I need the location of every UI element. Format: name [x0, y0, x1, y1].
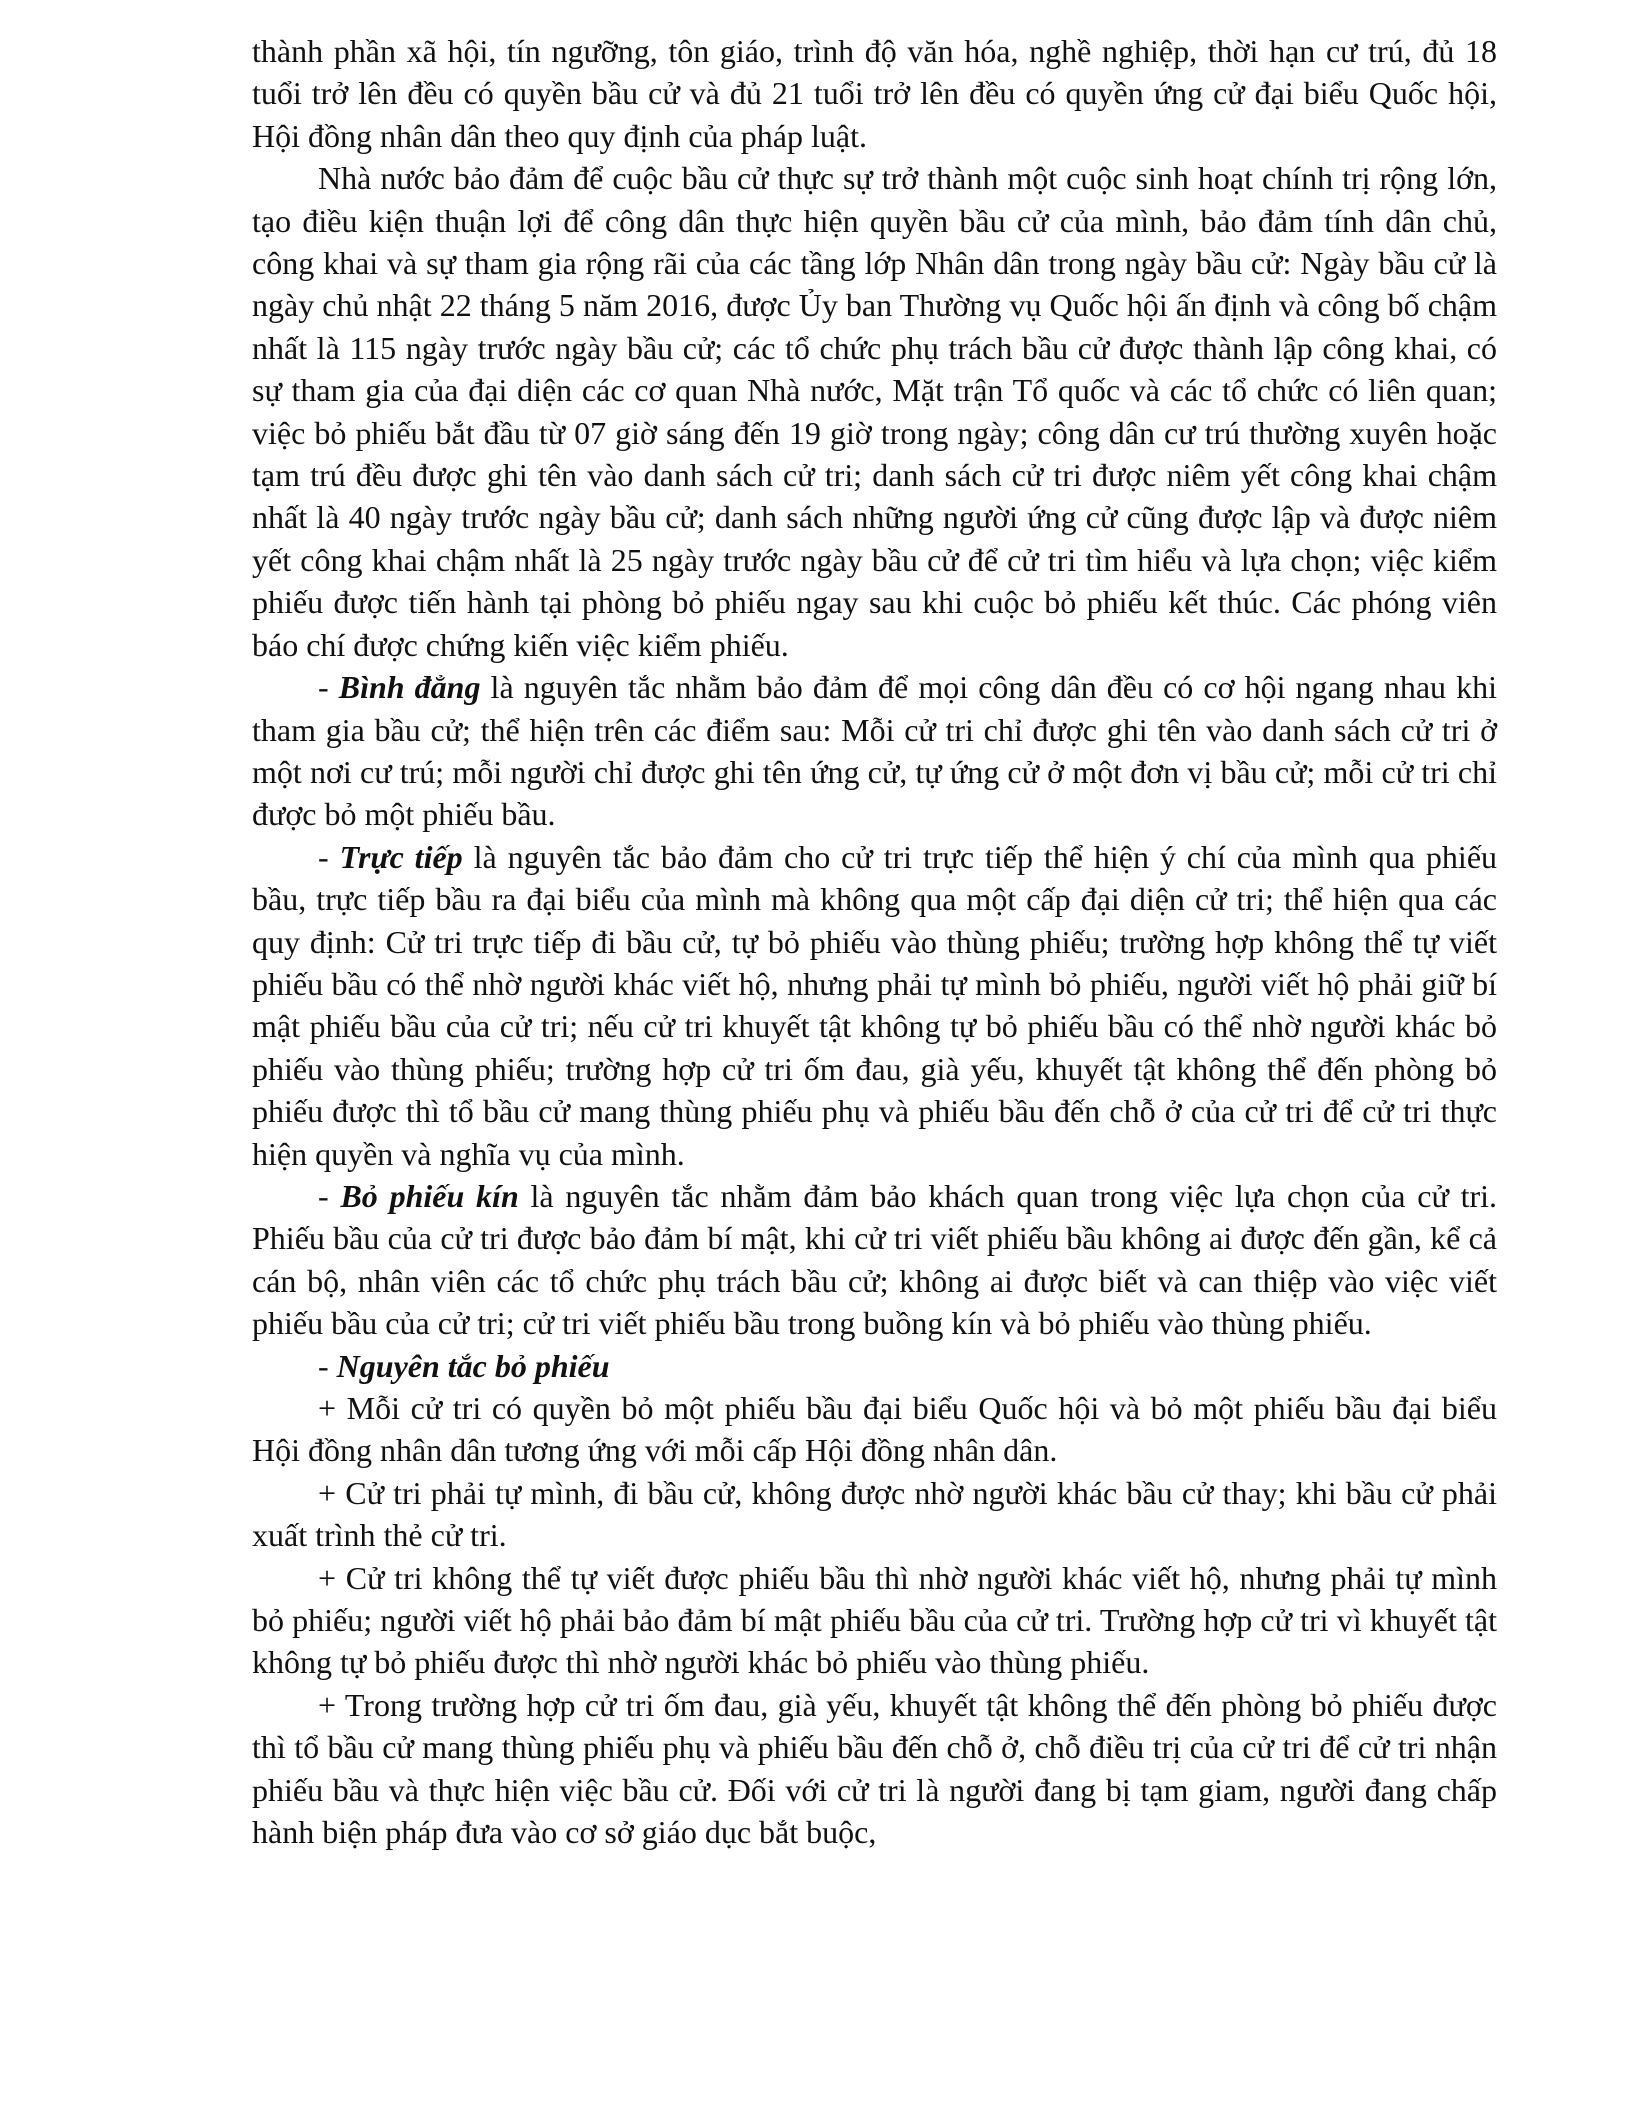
heading-voting-principles — [252, 1345, 1497, 1387]
paragraph-equality — [252, 666, 1497, 836]
document-page — [252, 30, 1497, 1853]
term-nguyen-tac-bo-phieu: Nguyên tắc bỏ phiếu — [336, 1347, 610, 1384]
dash-lead: - — [318, 838, 340, 875]
list-item-one-ballot — [252, 1387, 1497, 1472]
term-binh-dang: Bình đẳng — [338, 669, 481, 706]
dash-lead: - — [318, 1347, 337, 1384]
paragraph-eligibility — [252, 30, 1497, 157]
term-truc-tiep: Trực tiếp — [339, 838, 463, 875]
paragraph-text: + Mỗi cử tri có quyền bỏ một phiếu bầu đại biểu Quốc hội và bỏ một phiếu bầu đại biểu Hội đồng nhân dân tương ứng với mỗi cấp Hội đồng nhân dân. — [252, 1390, 1497, 1469]
paragraph-direct — [252, 836, 1497, 1175]
dash-lead: - — [318, 1177, 341, 1214]
paragraph-secret-ballot — [252, 1175, 1497, 1345]
paragraph-text: là nguyên tắc nhằm bảo đảm để mọi công dân đều có cơ hội ngang nhau khi tham gia bầu cử; thể hiện trên các điểm sau: Mỗi cử tri chỉ được ghi tên vào danh sách cử tri ở một nơi cư trú; mỗi người chỉ được ghi tên ứng cử, tự ứng cử ở một đơn vị bầu cử; mỗi cử tri chỉ được bỏ một phiếu bầu. — [252, 669, 1498, 833]
paragraph-text: + Cử tri không thể tự viết được phiếu bầu thì nhờ người khác viết hộ, nhưng phải tự mình bỏ phiếu; người viết hộ phải bảo đảm bí mật phiếu bầu của cử tri. Trường hợp cử tri vì khuyết tật không tự bỏ phiếu được thì nhờ người khác bỏ phiếu vào thùng phiếu. — [252, 1559, 1497, 1681]
paragraph-text: + Cử tri phải tự mình, đi bầu cử, không được nhờ người khác bầu cử thay; khi bầu cử phải xuất trình thẻ cử tri. — [252, 1474, 1497, 1554]
list-item-mobile-ballot-box — [252, 1684, 1497, 1854]
list-item-vote-in-person — [252, 1472, 1497, 1557]
paragraph-text: là nguyên tắc bảo đảm cho cử tri trực tiếp thể hiện ý chí của mình qua phiếu bầu, trực tiếp bầu ra đại biểu của mình mà không qua một cấp đại diện cử tri; thể hiện qua các quy định: Cử tri trực tiếp đi bầu cử, tự bỏ phiếu vào thùng phiếu; trường hợp không thể tự viết phiếu bầu có thể nhờ người khác viết hộ, nhưng phải tự mình bỏ phiếu, người viết hộ phải giữ bí mật phiếu bầu của cử tri; nếu cử tri khuyết tật không tự bỏ phiếu bầu có thể nhờ người khác bỏ phiếu vào thùng phiếu; trường hợp cử tri ốm đau, già yếu, khuyết tật không thể đến phòng bỏ phiếu được thì tổ bầu cử mang thùng phiếu phụ và phiếu bầu đến chỗ ở của cử tri để cử tri thực hiện quyền và nghĩa vụ của mình. — [252, 838, 1498, 1172]
list-item-assisted-writing — [252, 1557, 1497, 1684]
paragraph-text: là nguyên tắc nhằm đảm bảo khách quan trong việc lựa chọn của cử tri. Phiếu bầu của cử tri được bảo đảm bí mật, khi cử tri viết phiếu bầu không ai được đến gần, kể cả cán bộ, nhân viên các tổ chức phụ trách bầu cử; không ai được biết và can thiệp vào việc viết phiếu bầu của cử tri; cử tri viết phiếu bầu trong buồng kín và bỏ phiếu vào thùng phiếu. — [252, 1177, 1498, 1342]
paragraph-text: Nhà nước bảo đảm để cuộc bầu cử thực sự trở thành một cuộc sinh hoạt chính trị rộng lớn, tạo điều kiện thuận lợi để công dân thực hiện quyền bầu cử của mình, bảo đảm tính dân chủ, công khai và sự tham gia rộng rãi của các tầng lớp Nhân dân trong ngày bầu cử: Ngày bầu cử là ngày chủ nhật 22 tháng 5 năm 2016, được Ủy ban Thường vụ Quốc hội ấn định và công bố chậm nhất là 115 ngày trước ngày bầu cử; các tổ chức phụ trách bầu cử được thành lập công khai, có sự tham gia của đại diện các cơ quan Nhà nước, Mặt trận Tổ quốc và các tổ chức có liên quan; việc bỏ phiếu bắt đầu từ 07 giờ sáng đến 19 giờ trong ngày; công dân cư trú thường xuyên hoặc tạm trú đều được ghi tên vào danh sách cử tri; danh sách cử tri được niêm yết công khai chậm nhất là 40 ngày trước ngày bầu cử; danh sách những người ứng cử cũng được lập và được niêm yết công khai chậm nhất là 25 ngày trước ngày bầu cử để cử tri tìm hiểu và lựa chọn; việc kiểm phiếu được tiến hành tại phòng bỏ phiếu ngay sau khi cuộc bỏ phiếu kết thúc. Các phóng viên báo chí được chứng kiến việc kiểm phiếu. — [252, 160, 1497, 663]
paragraph-text: + Trong trường hợp cử tri ốm đau, già yếu, khuyết tật không thể đến phòng bỏ phiếu được thì tổ bầu cử mang thùng phiếu phụ và phiếu bầu đến chỗ ở, chỗ điều trị của cử tri để cử tri nhận phiếu bầu và thực hiện việc bầu cử. Đối với cử tri là người đang bị tạm giam, người đang chấp hành biện pháp đưa vào cơ sở giáo dục bắt buộc, — [252, 1686, 1497, 1851]
term-bo-phieu-kin: Bỏ phiếu kín — [340, 1177, 519, 1214]
paragraph-state-guarantee — [252, 157, 1497, 666]
dash-lead: - — [318, 669, 339, 706]
paragraph-text: thành phần xã hội, tín ngưỡng, tôn giáo, trình độ văn hóa, nghề nghiệp, thời hạn cư trú, đủ 18 tuổi trở lên đều có quyền bầu cử và đủ 21 tuổi trở lên đều có quyền ứng cử đại biểu Quốc hội, Hội đồng nhân dân theo quy định của pháp luật. — [252, 33, 1497, 154]
